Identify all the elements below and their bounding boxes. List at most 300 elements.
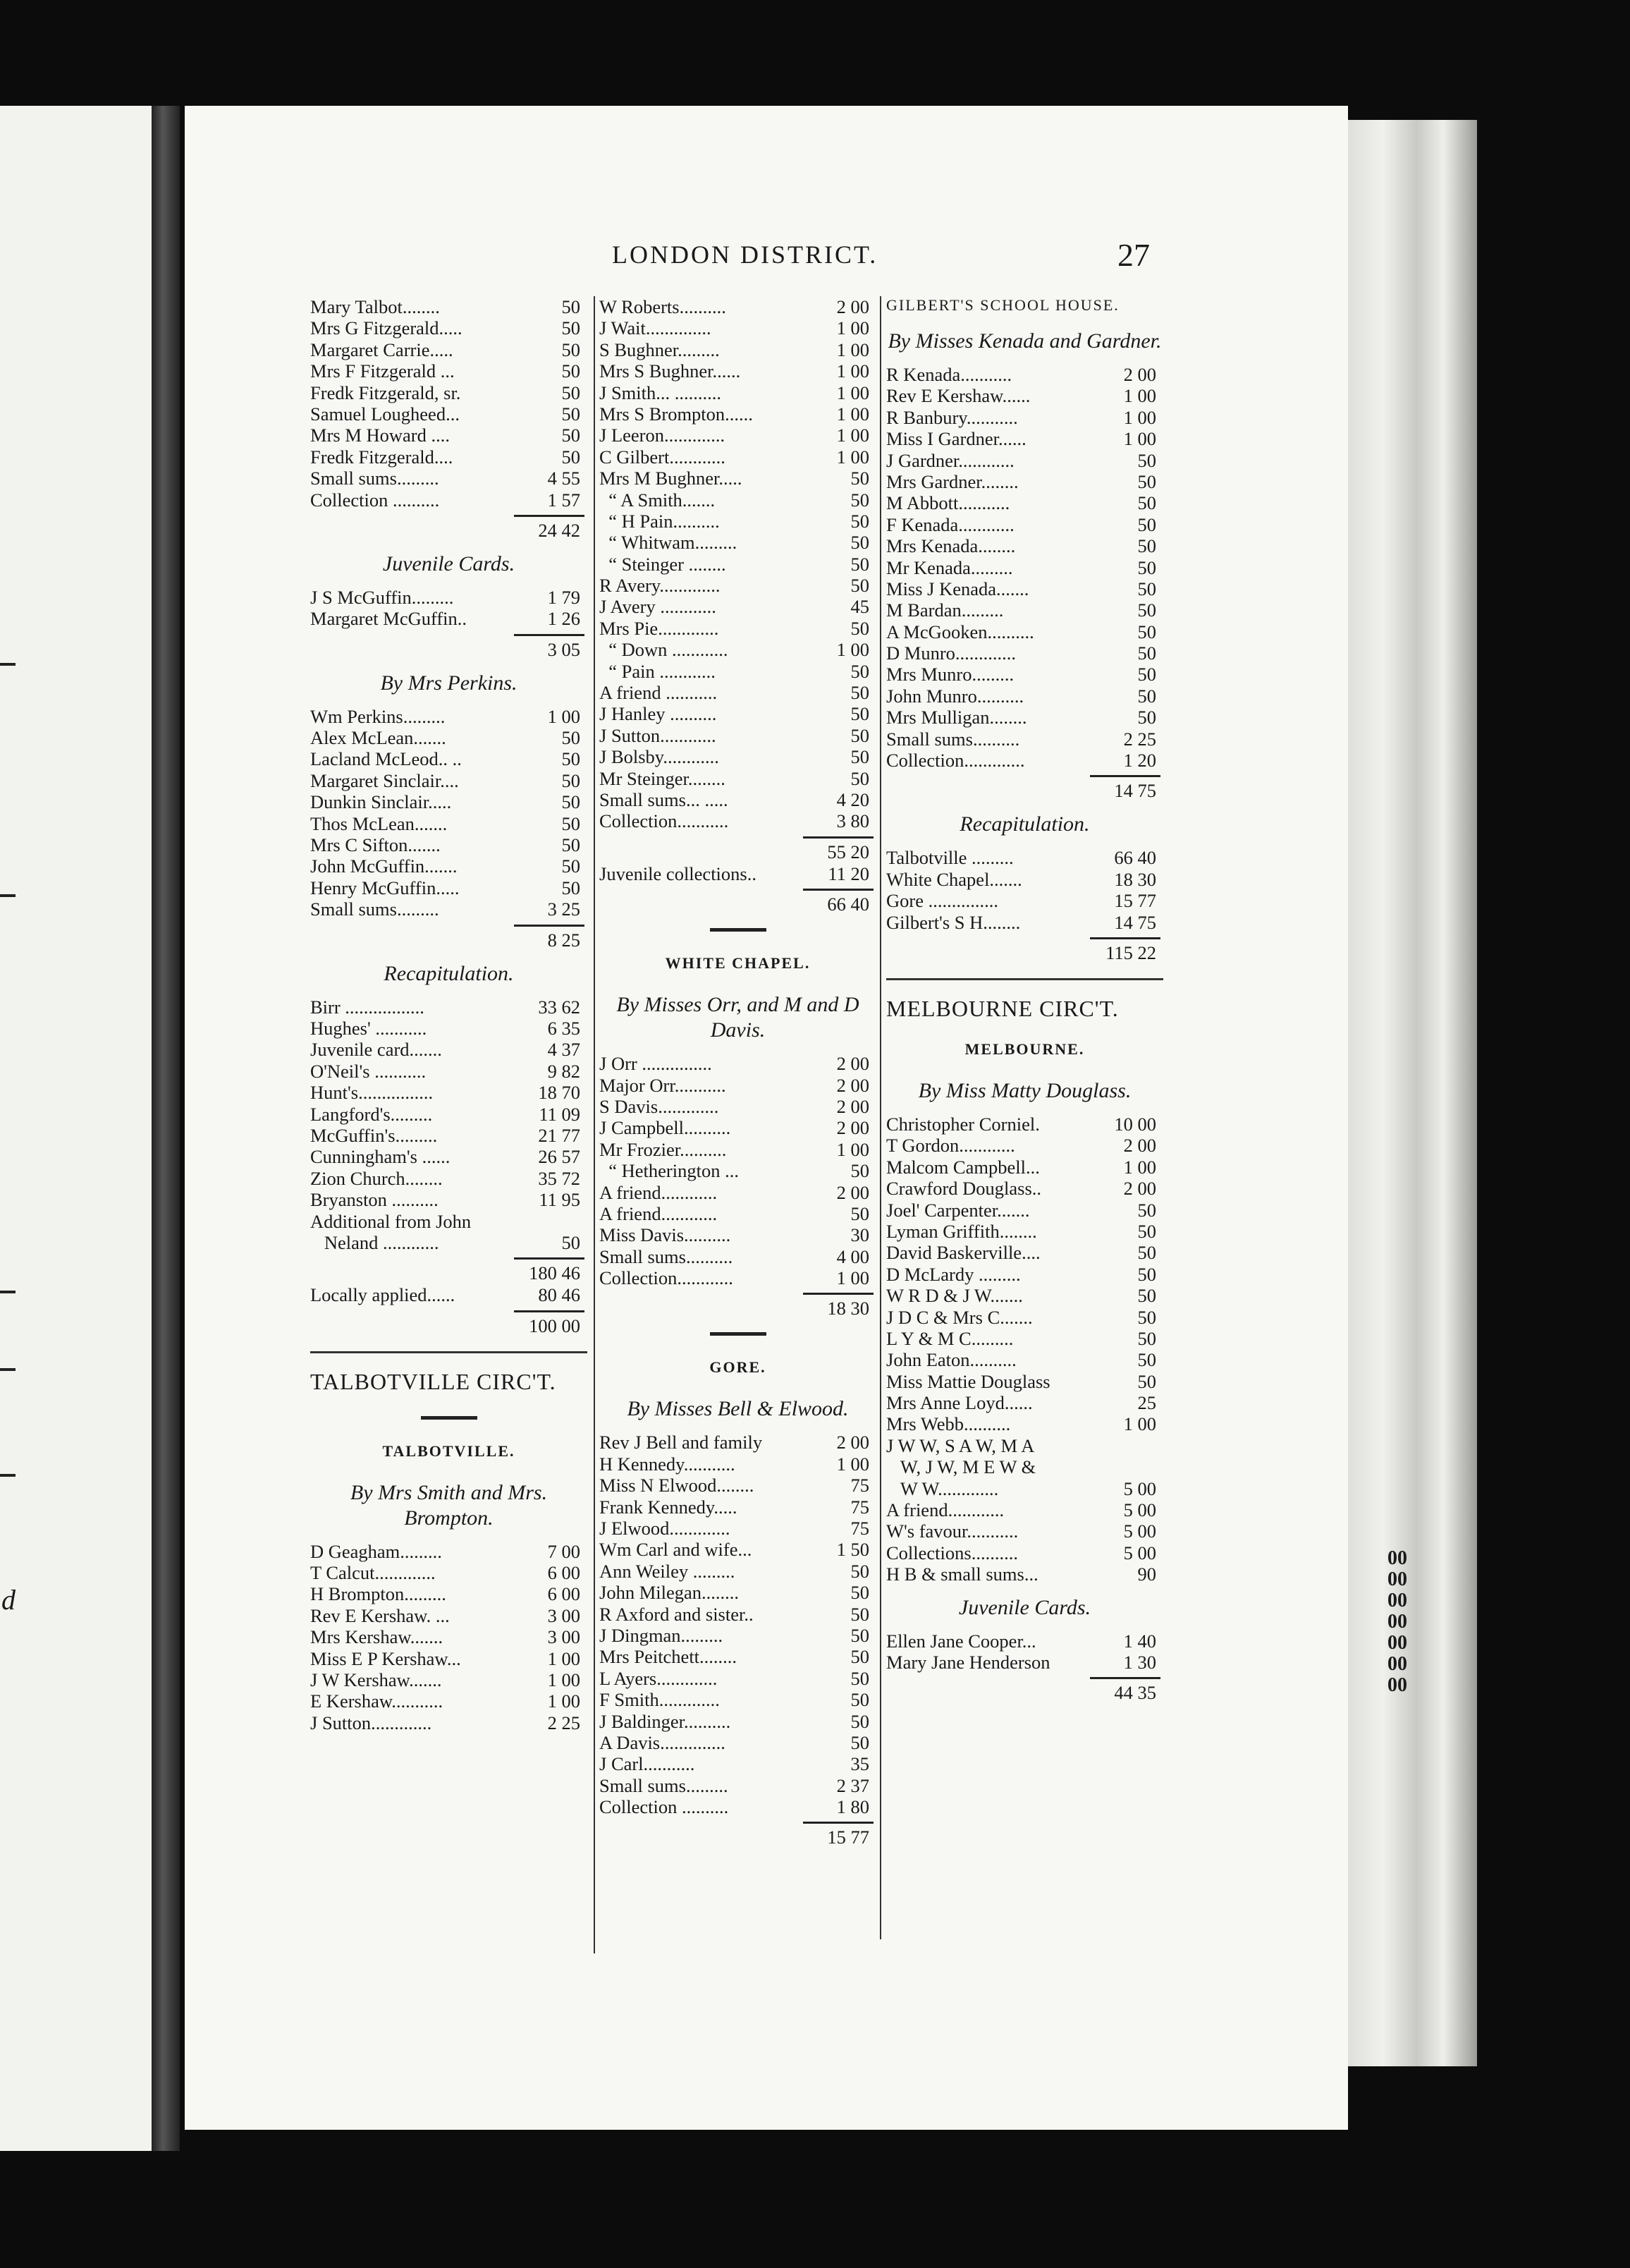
entry-name: A friend............ — [599, 1202, 718, 1224]
entry-amount: 50 — [1137, 642, 1156, 664]
sum-rule — [599, 832, 876, 841]
entry-amount: 2 00 — [836, 1117, 869, 1139]
entry-amount: 4 00 — [836, 1245, 869, 1267]
entry-name: Mrs Anne Loyd...... — [886, 1392, 1033, 1414]
section-rule — [310, 1351, 587, 1353]
entry-name: J D C & Mrs C....... — [886, 1306, 1033, 1328]
entry-row — [599, 725, 876, 746]
entry-name: J Dingman......... — [599, 1624, 723, 1646]
entry-row — [599, 1182, 876, 1203]
entry-row — [310, 727, 587, 748]
entry-row — [310, 1018, 587, 1039]
entry-row — [886, 1307, 1163, 1328]
entry-name: Joel' Carpenter....... — [886, 1199, 1030, 1221]
entry-row — [599, 618, 876, 639]
entry-amount: 5 00 — [1123, 1542, 1156, 1563]
entry-name: Gore ............... — [886, 890, 998, 912]
entry-row — [599, 532, 876, 553]
total-row — [886, 779, 1163, 802]
entry-name: J Baldinger.......... — [599, 1710, 731, 1732]
entry-row — [599, 596, 876, 617]
entry-name: W R D & J W....... — [886, 1285, 1023, 1307]
entry-amount: 6 00 — [547, 1583, 580, 1605]
total-spacer — [310, 1262, 474, 1284]
entry-name: Mrs Peitchett........ — [599, 1646, 737, 1668]
entry-row — [599, 339, 876, 360]
entry-name: L Y & M C......... — [886, 1327, 1014, 1349]
entry-name: Collection............ — [599, 1267, 733, 1289]
entry-row — [310, 489, 587, 511]
entry-row — [599, 1646, 876, 1667]
entry-name: S Davis............. — [599, 1095, 719, 1117]
entry-row — [886, 707, 1163, 728]
entry-name: M Abbott........... — [886, 492, 1010, 514]
entry-row — [599, 1203, 876, 1224]
entry-amount: 11 09 — [539, 1103, 580, 1125]
entry-row — [599, 575, 876, 596]
total-row — [599, 893, 876, 915]
short-rule — [710, 928, 766, 932]
entry-name: Collections.......... — [886, 1542, 1018, 1563]
entry-amount — [1072, 1435, 1163, 1456]
short-rule — [710, 1332, 766, 1336]
entry-name: Langford's......... — [310, 1103, 433, 1125]
entry-amount: 1 00 — [547, 1647, 580, 1669]
entry-amount: 50 — [561, 748, 580, 770]
entry-row — [599, 1539, 876, 1560]
total-amount: 15 77 — [827, 1827, 869, 1848]
entry-name: J Sutton............. — [310, 1712, 432, 1733]
entry-name: Mary Jane Henderson — [886, 1651, 1050, 1673]
entry-name: Miss Mattie Douglass — [886, 1370, 1050, 1392]
total-row — [310, 519, 587, 542]
entry-amount: 25 — [1137, 1392, 1156, 1414]
section-rule — [886, 978, 1163, 980]
entry-row — [310, 1061, 587, 1082]
entry-row — [886, 535, 1163, 556]
entry-row — [599, 403, 876, 425]
entry-name: Samuel Lougheed... — [310, 403, 460, 425]
entry-row — [886, 1413, 1163, 1434]
entry-amount: 50 — [850, 1646, 869, 1668]
entry-amount: 50 — [850, 682, 869, 704]
book-gutter — [152, 106, 180, 2151]
sum-rule — [599, 1288, 876, 1297]
entry-name: “ Hetherington ... — [599, 1160, 739, 1182]
entry-amount: 5 00 — [1123, 1499, 1156, 1521]
entry-amount: 50 — [1137, 1370, 1156, 1392]
entry-row — [886, 1478, 1163, 1499]
entry-name: J Hanley .......... — [599, 703, 717, 725]
column-rule — [880, 296, 881, 1939]
entry-row — [310, 855, 587, 877]
entry-row — [886, 385, 1163, 406]
entry-amount: 2 00 — [1123, 1135, 1156, 1157]
entry-amount: 30 — [850, 1224, 869, 1246]
total-row — [310, 929, 587, 951]
entry-amount: 1 00 — [1123, 1156, 1156, 1178]
entry-row — [310, 1541, 587, 1562]
entry-row — [310, 834, 587, 855]
entry-row — [886, 1285, 1163, 1306]
entry-row — [886, 1563, 1163, 1585]
entry-name: Christopher Corniel. — [886, 1113, 1040, 1135]
entry-name: Lacland McLeod.. .. — [310, 748, 462, 770]
entry-row — [310, 813, 587, 834]
entry-amount: 50 — [561, 877, 580, 898]
entry-row — [886, 1456, 1163, 1477]
entry-row — [599, 1753, 876, 1774]
entry-name: Collection........... — [599, 810, 729, 832]
total-spacer — [599, 893, 764, 915]
total-amount: 100 00 — [529, 1315, 580, 1336]
entry-name: Miss I Gardner...... — [886, 428, 1027, 450]
entry-amount: 50 — [850, 660, 869, 682]
column-3 — [886, 296, 1163, 1704]
entry-name: H Brompton......... — [310, 1583, 446, 1605]
entry-name: Rev E Kershaw...... — [886, 385, 1031, 407]
sum-rule — [886, 771, 1163, 779]
entry-row — [886, 514, 1163, 535]
entry-amount: 4 20 — [836, 788, 869, 810]
entry-amount: 50 — [850, 1202, 869, 1224]
margin-mark — [0, 663, 16, 666]
sum-rule — [886, 933, 1163, 941]
entry-row — [599, 1267, 876, 1288]
entry-name: Mary Talbot........ — [310, 296, 440, 317]
entry-row — [886, 1652, 1163, 1673]
entry-amount: 2 00 — [1123, 1178, 1156, 1200]
entry-amount: 75 — [850, 1475, 869, 1496]
entry-name: J Bolsby............ — [599, 746, 719, 768]
entry-row — [599, 810, 876, 831]
entry-amount: 1 40 — [1123, 1630, 1156, 1652]
entry-row — [599, 1053, 876, 1074]
entry-row — [599, 1668, 876, 1689]
entry-name: Talbotville ......... — [886, 847, 1014, 869]
entry-name: E Kershaw........... — [310, 1690, 443, 1712]
total-spacer — [310, 1315, 474, 1337]
entry-name: Miss E P Kershaw... — [310, 1647, 461, 1669]
entry-name: Mr Kenada......... — [886, 556, 1013, 578]
entry-amount: 3 25 — [547, 898, 580, 920]
entry-name: Rev E Kershaw. ... — [310, 1604, 450, 1626]
entry-name: Bryanston .......... — [310, 1189, 439, 1211]
entry-name: Dunkin Sinclair..... — [310, 791, 452, 813]
entry-row — [886, 1200, 1163, 1221]
entry-amount: 18 70 — [538, 1082, 580, 1104]
entry-amount: 4 37 — [547, 1039, 580, 1061]
entry-amount: 2 00 — [1123, 364, 1156, 385]
entry-row — [310, 1168, 587, 1189]
entry-amount: 50 — [850, 1624, 869, 1646]
sum-rule — [310, 630, 587, 638]
section-subheading: By Misses Orr, and M and D Davis. — [616, 993, 859, 1042]
entry-amount: 1 00 — [836, 1453, 869, 1475]
entry-row — [599, 489, 876, 511]
entry-amount: 1 00 — [836, 1138, 869, 1160]
total-spacer — [310, 929, 474, 951]
entry-amount: 1 20 — [1123, 750, 1156, 772]
section-heading: WHITE CHAPEL. — [665, 954, 811, 973]
entry-name: J W Kershaw....... — [310, 1669, 442, 1691]
entry-name: W Roberts.......... — [599, 296, 726, 317]
entry-amount: 6 35 — [547, 1017, 580, 1039]
entry-amount: 50 — [1137, 1285, 1156, 1307]
entry-name: “ A Smith....... — [599, 489, 716, 511]
entry-name: J Leeron............. — [599, 425, 725, 446]
entry-amount: 14 75 — [1114, 911, 1156, 933]
entry-row — [599, 661, 876, 682]
entry-name: R Banbury........... — [886, 406, 1018, 428]
entry-name: Mrs Munro......... — [886, 664, 1015, 685]
entry-name: Henry McGuffin..... — [310, 877, 460, 898]
entry-amount: 2 25 — [1123, 728, 1156, 750]
entry-amount: 50 — [1137, 1220, 1156, 1242]
entry-name: C Gilbert............ — [599, 446, 725, 468]
entry-name: Locally applied...... — [310, 1284, 455, 1306]
total-row — [310, 638, 587, 661]
entry-amount: 50 — [561, 727, 580, 749]
total-row — [310, 1315, 587, 1337]
section-subheading: Juvenile Cards. — [382, 551, 515, 575]
entry-name: H Kennedy........... — [599, 1453, 735, 1475]
entry-row — [599, 1775, 876, 1796]
entry-row — [886, 492, 1163, 513]
entry-name: Mrs S Bughner...... — [599, 360, 741, 382]
entry-row — [310, 1583, 587, 1604]
entry-name: Mrs M Howard .... — [310, 425, 450, 446]
total-spacer — [886, 941, 1050, 964]
entry-name: J Campbell.......... — [599, 1117, 731, 1139]
entry-name: J W W, S A W, M A — [886, 1434, 1035, 1456]
entry-amount: 1 57 — [547, 489, 580, 511]
total-spacer — [886, 779, 1050, 802]
entry-name: Margaret McGuffin.. — [310, 608, 467, 630]
entry-amount: 5 00 — [1123, 1520, 1156, 1542]
entry-name: Mrs M Bughner..... — [599, 468, 742, 489]
entry-name: Thos McLean....... — [310, 812, 448, 834]
section-heading: GILBERT'S SCHOOL HOUSE. — [886, 296, 1120, 314]
entry-row — [886, 728, 1163, 750]
entry-row — [599, 703, 876, 724]
entry-row — [310, 403, 587, 425]
entry-amount: 1 00 — [547, 1669, 580, 1691]
total-row — [886, 1681, 1163, 1704]
entry-name: Fredk Fitzgerald.... — [310, 446, 453, 468]
entry-row — [310, 1669, 587, 1690]
total-amount: 66 40 — [827, 894, 869, 915]
entry-amount: 50 — [850, 575, 869, 597]
short-rule — [421, 1416, 477, 1420]
entry-name: J S McGuffin......... — [310, 586, 454, 608]
entry-amount: 1 30 — [1123, 1651, 1156, 1673]
total-amount: 115 22 — [1105, 941, 1156, 963]
entry-amount: 50 — [1137, 1242, 1156, 1264]
entry-name: Additional from John — [310, 1210, 472, 1232]
entry-amount: 1 00 — [836, 317, 869, 339]
entry-amount — [1072, 1456, 1163, 1477]
entry-row — [310, 587, 587, 608]
entry-amount: 50 — [1137, 599, 1156, 621]
entry-name: Collection .......... — [310, 489, 440, 511]
page-header: LONDON DISTRICT. — [612, 240, 878, 269]
entry-name: Alex McLean....... — [310, 727, 446, 749]
entry-name: Mrs C Sifton....... — [310, 834, 441, 856]
page-number: 27 — [1117, 237, 1150, 273]
entry-name: J Wait.............. — [599, 317, 711, 339]
entry-name: F Smith............. — [599, 1689, 720, 1711]
entry-name: Rev J Bell and family — [599, 1432, 763, 1453]
entry-name: Mrs Kenada........ — [886, 535, 1016, 557]
entry-row — [599, 1518, 876, 1539]
entry-row — [886, 1499, 1163, 1520]
entry-name: Margaret Sinclair.... — [310, 769, 459, 791]
column-rule — [594, 296, 595, 1953]
entry-row — [310, 1082, 587, 1103]
entry-name: W W............. — [886, 1477, 999, 1499]
entry-amount: 50 — [1137, 513, 1156, 535]
entry-name: Mrs G Fitzgerald..... — [310, 317, 462, 339]
entry-amount: 6 00 — [547, 1562, 580, 1584]
entry-name: Wm Carl and wife... — [599, 1539, 752, 1561]
entry-name: D McLardy ......... — [886, 1263, 1021, 1285]
entry-row — [886, 428, 1163, 449]
entry-name: Wm Perkins......... — [310, 705, 446, 727]
entry-row — [886, 557, 1163, 578]
entry-row — [310, 1648, 587, 1669]
entry-row — [886, 1135, 1163, 1156]
entry-name: Mr Frozier.......... — [599, 1138, 727, 1160]
entry-amount: 1 80 — [836, 1796, 869, 1818]
entry-amount: 45 — [850, 596, 869, 618]
entry-amount: 1 00 — [836, 360, 869, 382]
entry-row — [310, 1125, 587, 1146]
entry-amount: 9 82 — [547, 1060, 580, 1082]
section-subheading: Recapitulation. — [384, 961, 514, 985]
entry-name: Zion Church........ — [310, 1167, 443, 1189]
entry-row — [599, 1453, 876, 1475]
entry-name: “ Pain ............ — [599, 660, 716, 682]
entry-amount: 50 — [850, 1160, 869, 1182]
entry-amount: 1 00 — [836, 339, 869, 360]
entry-name: Ellen Jane Cooper... — [886, 1630, 1036, 1652]
entry-amount: 50 — [1137, 449, 1156, 471]
entry-name: D Geagham......... — [310, 1540, 442, 1562]
section-subheading: By Miss Matty Douglass. — [918, 1078, 1132, 1102]
entry-name: J Elwood............. — [599, 1518, 730, 1540]
entry-amount: 50 — [561, 812, 580, 834]
entry-row — [599, 382, 876, 403]
entry-row — [886, 890, 1163, 911]
entry-amount: 2 00 — [836, 296, 869, 317]
entry-amount: 1 50 — [836, 1539, 869, 1561]
entry-amount: 1 00 — [836, 425, 869, 446]
entry-amount: 66 40 — [1114, 847, 1156, 869]
entry-amount: 7 00 — [547, 1540, 580, 1562]
entry-row — [310, 1690, 587, 1712]
entry-name: John Milegan........ — [599, 1582, 739, 1604]
total-row — [886, 941, 1163, 964]
entry-amount: 50 — [850, 1603, 869, 1625]
entry-amount: 5 00 — [1123, 1477, 1156, 1499]
entry-row — [599, 1475, 876, 1496]
entry-amount: 50 — [850, 767, 869, 789]
section-subheading: By Mrs Smith and Mrs. Brompton. — [350, 1480, 548, 1530]
entry-row — [310, 360, 587, 382]
entry-row — [310, 339, 587, 360]
entry-row — [599, 1561, 876, 1582]
entry-row — [599, 1224, 876, 1245]
entry-name: White Chapel....... — [886, 868, 1022, 890]
entry-name: R Avery............. — [599, 575, 721, 597]
total-amount: 24 42 — [538, 519, 580, 541]
entry-row — [886, 642, 1163, 664]
entry-amount: 26 57 — [538, 1146, 580, 1168]
entry-amount: 50 — [561, 769, 580, 791]
entry-row — [599, 1796, 876, 1817]
section-subheading: Recapitulation. — [960, 812, 1090, 836]
entry-amount: 50 — [850, 1582, 869, 1604]
entry-amount: 50 — [850, 553, 869, 575]
entry-amount: 4 55 — [547, 468, 580, 489]
entry-name: W, J W, M E W & — [886, 1456, 1036, 1478]
section-subheading: By Misses Kenada and Gardner. — [888, 329, 1162, 353]
entry-amount: 2 25 — [547, 1712, 580, 1733]
section-heading: GORE. — [709, 1358, 766, 1377]
column-2 — [599, 296, 876, 1848]
entry-row — [886, 869, 1163, 890]
total-spacer — [599, 1826, 764, 1848]
entry-row — [599, 639, 876, 660]
entry-amount: 50 — [561, 834, 580, 856]
entry-name: Miss N Elwood........ — [599, 1475, 754, 1496]
entry-amount: 1 00 — [836, 403, 869, 425]
entry-name: Miss J Kenada....... — [886, 578, 1029, 599]
section-subheading: By Mrs Perkins. — [380, 671, 517, 695]
entry-row — [599, 1689, 876, 1710]
entry-amount: 75 — [850, 1518, 869, 1540]
entry-name: Miss Davis.......... — [599, 1224, 731, 1246]
total-row — [310, 1262, 587, 1284]
entry-name: John McGuffin....... — [310, 855, 458, 877]
entry-name: Major Orr........... — [599, 1074, 726, 1096]
entry-name: T Calcut............. — [310, 1562, 436, 1584]
entry-amount: 21 77 — [538, 1124, 580, 1146]
entry-row — [599, 296, 876, 317]
entry-amount: 2 37 — [836, 1774, 869, 1796]
entry-amount: 50 — [1137, 621, 1156, 642]
entry-row — [599, 1432, 876, 1453]
entry-row — [310, 1232, 587, 1253]
entry-name: Ann Weiley ......... — [599, 1560, 735, 1582]
entry-row — [886, 364, 1163, 385]
entry-row — [599, 1711, 876, 1732]
entry-name: Mrs S Brompton...... — [599, 403, 753, 425]
entry-row — [886, 664, 1163, 685]
entry-amount: 3 00 — [547, 1604, 580, 1626]
entry-amount: 50 — [850, 1667, 869, 1689]
sum-rule — [310, 1253, 587, 1262]
total-row — [599, 1826, 876, 1848]
entry-row — [599, 425, 876, 446]
sum-rule — [886, 1673, 1163, 1681]
entry-row — [310, 1146, 587, 1167]
entry-row — [886, 1520, 1163, 1542]
entry-row — [310, 1284, 587, 1305]
entry-row — [886, 1435, 1163, 1456]
entry-row — [310, 468, 587, 489]
